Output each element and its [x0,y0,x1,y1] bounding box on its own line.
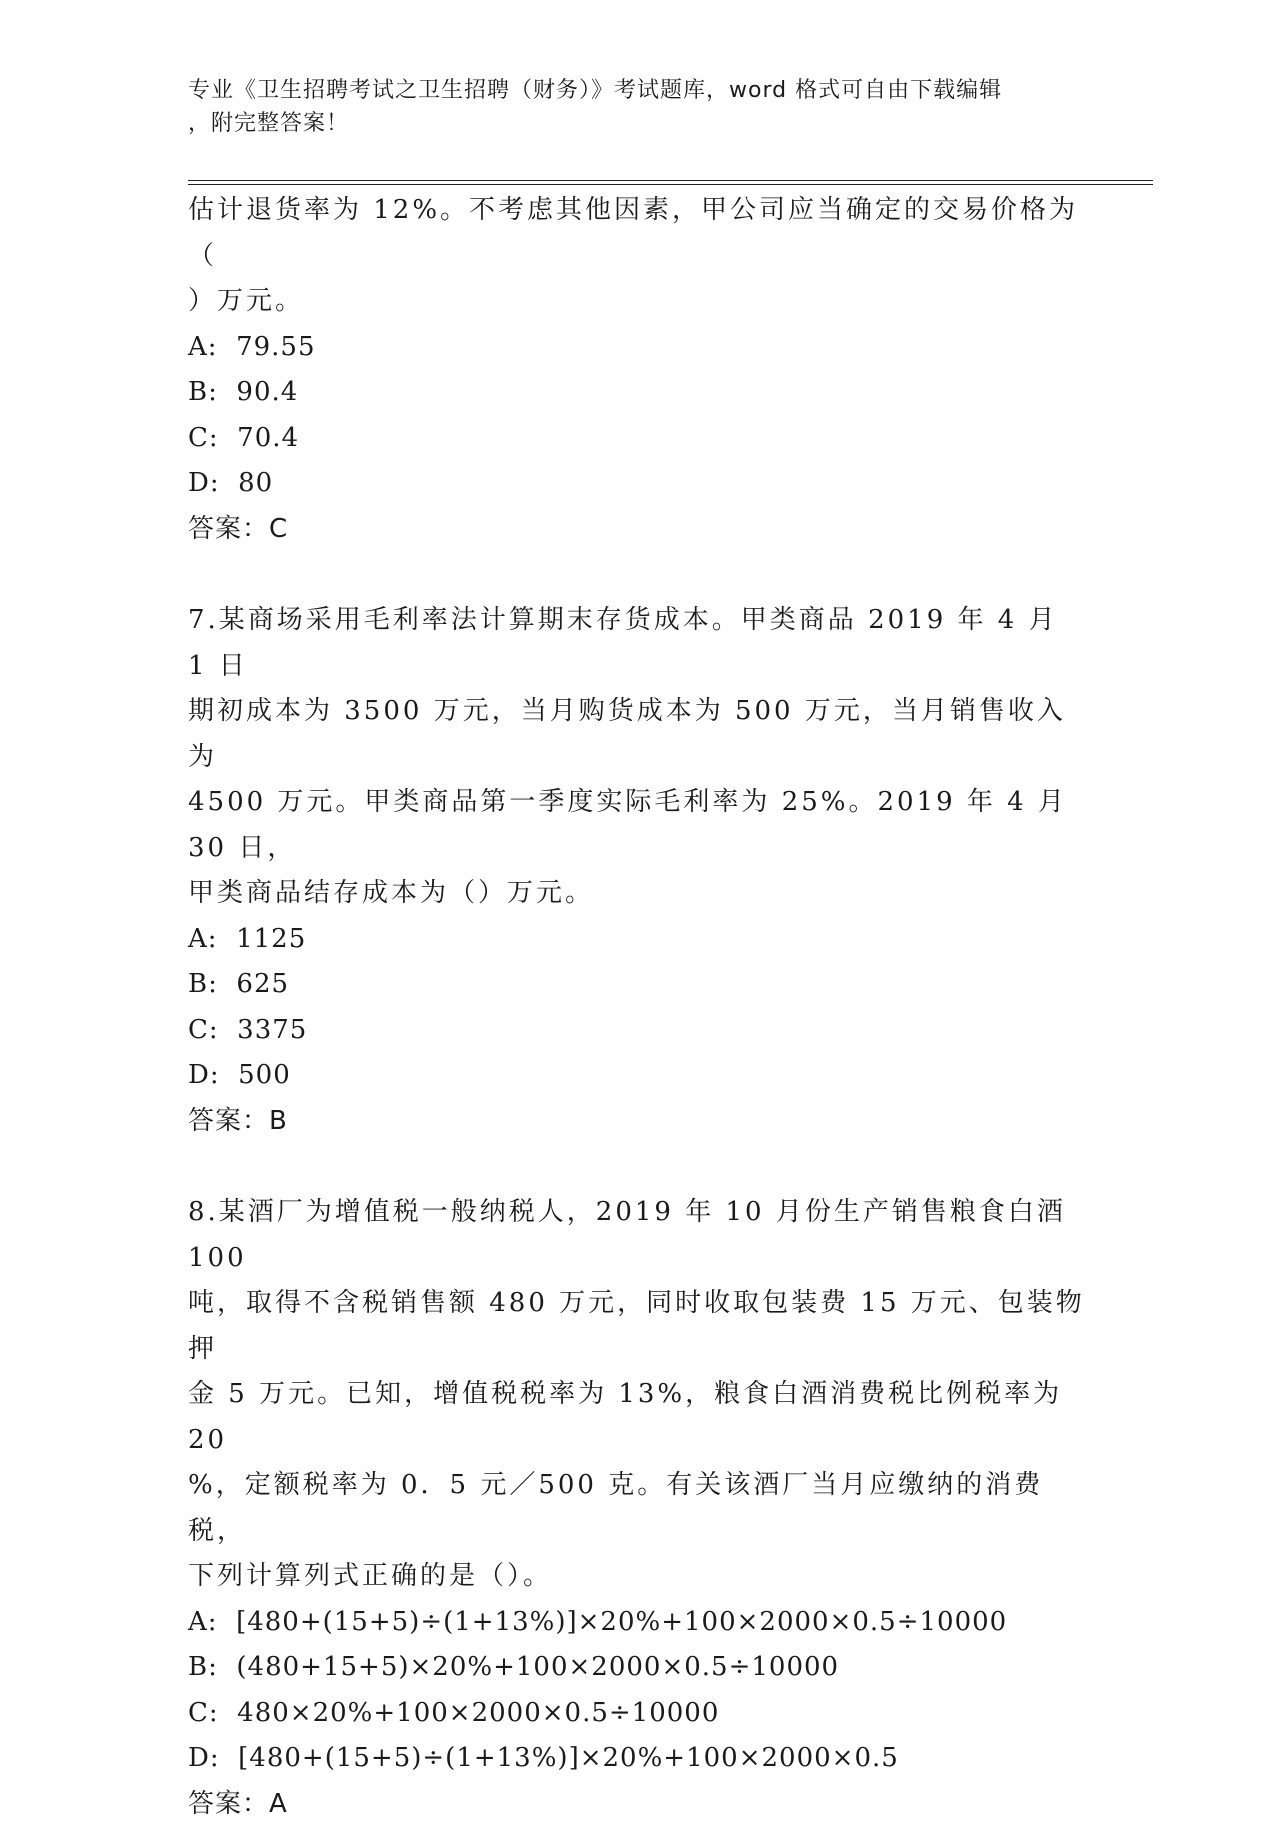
question-stem-line: 8.某酒厂为增值税一般纳税人，2019 年 10 月份生产销售粮食白酒 100 [188,1190,1088,1281]
option-b: B: 625 [188,962,1088,1008]
question-stem-line: 估计退货率为 12%。不考虑其他因素，甲公司应当确定的交易价格为（ [188,188,1088,279]
question-8 [188,1190,1088,1827]
question-7 [188,598,1088,1144]
answer-line: 答案：B [188,1099,1088,1145]
question-6 [188,188,1088,552]
option-d: D: [480+(15+5)÷(1+13%)]×20%+100×2000×0.5 [188,1736,1088,1782]
spacer [188,1144,1088,1190]
answer-line: 答案：A [188,1782,1088,1827]
header-divider-top [188,180,1153,181]
option-c: C: 3375 [188,1008,1088,1054]
question-stem-line: ）万元。 [188,279,1088,325]
option-a: A: 1125 [188,917,1088,963]
question-stem-line: 甲类商品结存成本为（）万元。 [188,871,1088,917]
header-divider-bottom [188,184,1153,185]
question-stem-line: 期初成本为 3500 万元，当月购货成本为 500 万元，当月销售收入为 [188,689,1088,780]
option-b: B: (480+15+5)×20%+100×2000×0.5÷10000 [188,1645,1088,1691]
header-line-2: ，附完整答案！ [188,107,1088,140]
page-header [188,74,1088,140]
question-list [188,188,1088,1827]
option-d: D: 500 [188,1053,1088,1099]
question-stem-line: 下列计算列式正确的是（）。 [188,1554,1088,1600]
question-stem-line: 4500 万元。甲类商品第一季度实际毛利率为 25%。2019 年 4 月 30 日， [188,780,1088,871]
option-a: A: [480+(15+5)÷(1+13%)]×20%+100×2000×0.5÷10000 [188,1600,1088,1646]
option-c: C: 70.4 [188,416,1088,462]
option-b: B: 90.4 [188,370,1088,416]
answer-line: 答案：C [188,507,1088,553]
question-stem-line: 7.某商场采用毛利率法计算期末存货成本。甲类商品 2019 年 4 月 1 日 [188,598,1088,689]
option-d: D: 80 [188,461,1088,507]
question-stem-line: 金 5 万元。已知，增值税税率为 13%，粮食白酒消费税比例税率为 20 [188,1372,1088,1463]
question-stem-line: 吨，取得不含税销售额 480 万元，同时收取包装费 15 万元、包装物押 [188,1281,1088,1372]
option-c: C: 480×20%+100×2000×0.5÷10000 [188,1691,1088,1737]
header-line-1: 专业《卫生招聘考试之卫生招聘（财务）》考试题库，word 格式可自由下载编辑 [188,74,1088,107]
question-stem-line: %，定额税率为 0．5 元／500 克。有关该酒厂当月应缴纳的消费税， [188,1463,1088,1554]
option-a: A: 79.55 [188,325,1088,371]
spacer [188,552,1088,598]
